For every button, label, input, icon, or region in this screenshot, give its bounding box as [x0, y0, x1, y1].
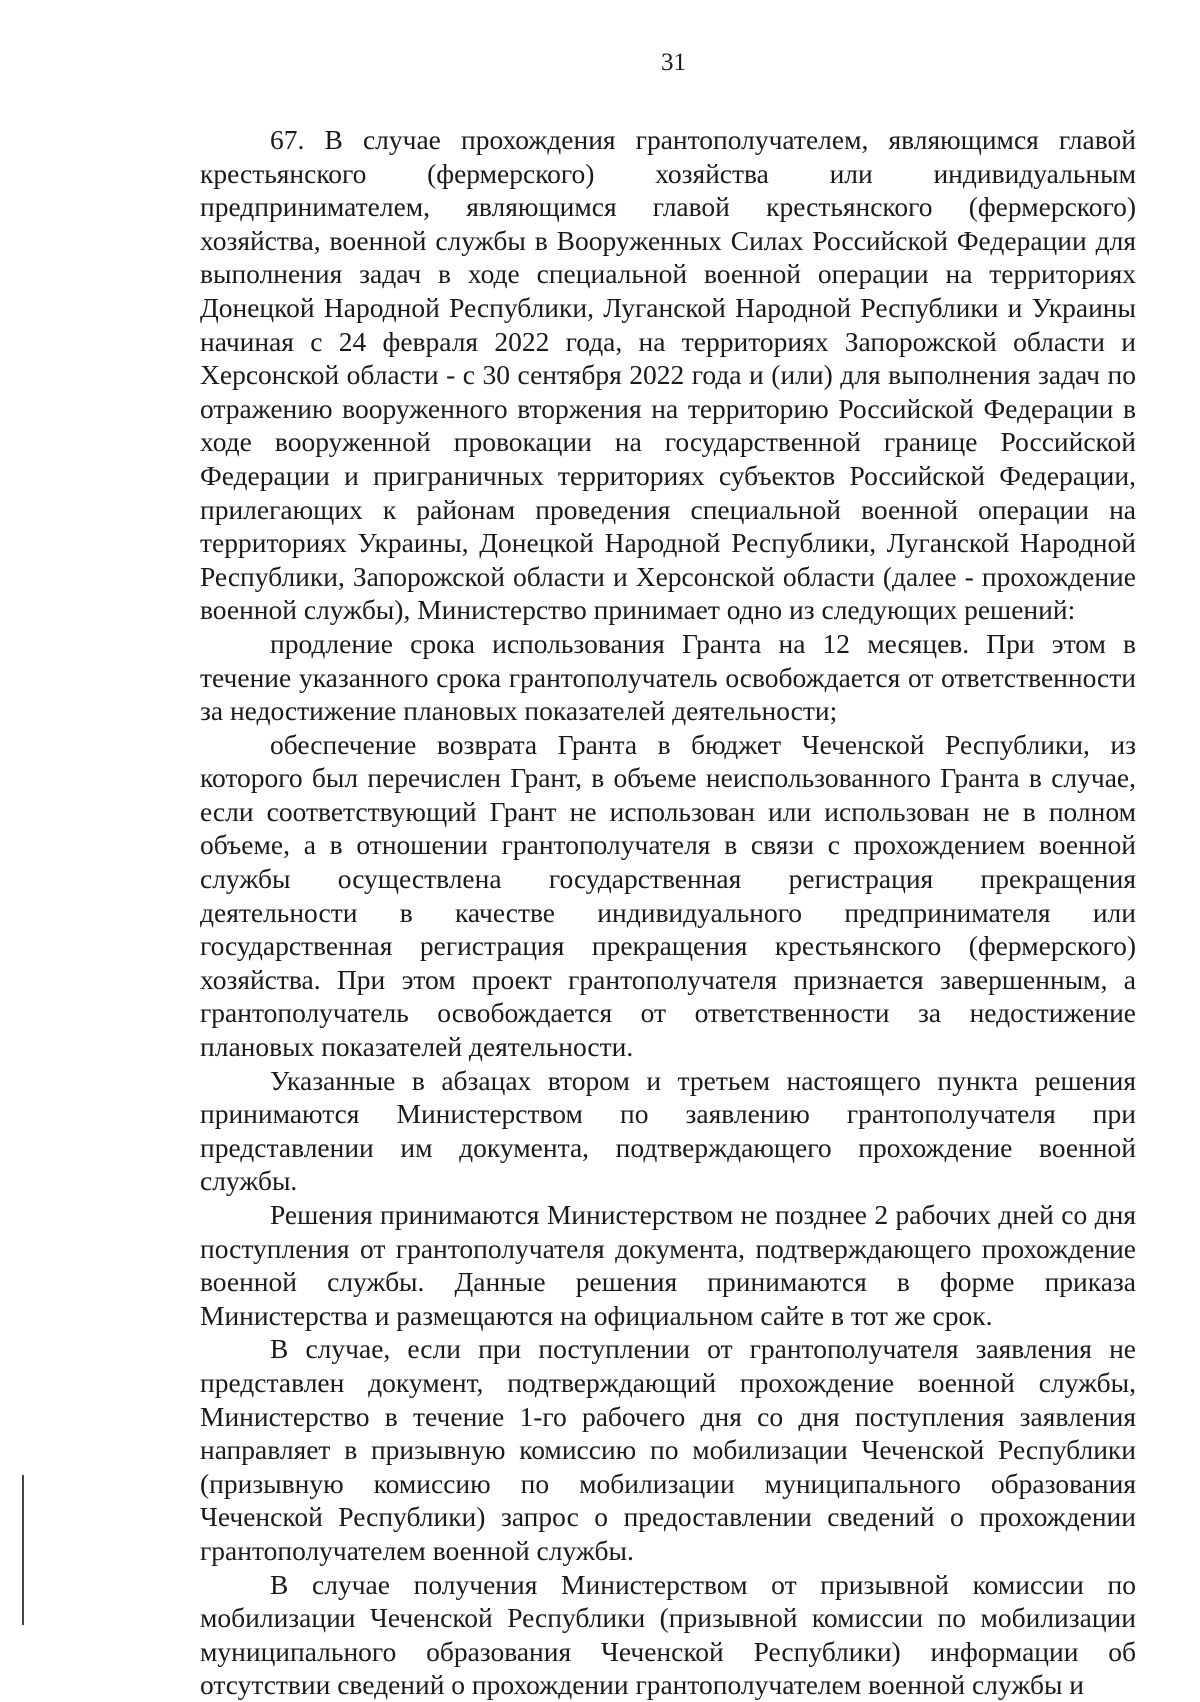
paragraph-67: 67. В случае прохождения грантополучателем, являющимся главой крестьянского (фермерского) хозяйства или индивидуальным предпринимателем, являющимся главой крестьянского (фермерского) хозяйства, военной службы в Вооруженных Силах Российской Федерации для выполнения задач в ходе специальной военной операции на территориях Донецкой Народной Республики, Луганской Народной Республики и Украины начиная с 24 февраля 2022 года, на территориях Запорожской области и Херсонской области - с 30 сентября 2022 года и (или) для выполнения задач по отражению вооруженного вторжения на территорию Российской Федерации в ходе вооруженной провокации на государственной границе Российской Федерации и приграничных территориях субъектов Российской Федерации, прилегающих к районам проведения специальной военной операции на территориях Украины, Донецкой Народной Республики, Луганской Народной Республики, Запорожской области и Херсонской области (далее - прохождение военной службы), Министерство принимает одно из следующих решений: — [200, 124, 1136, 626]
paragraph-decision-deadline: Решения принимаются Министерством не позднее 2 рабочих дней со дня поступления от грантополучателя документа, подтверждающего прохождение военной службы. Данные решения принимаются в форме приказа Министерства и размещаются на официальном сайте в тот же срок. — [200, 1199, 1136, 1331]
scan-binding-line — [22, 1475, 24, 1625]
paragraph-grant-extension: продление срока использования Гранта на 12 месяцев. При этом в течение указанного срока грантополучатель освобождается от ответственности за недостижение плановых показателей деятельности; — [200, 627, 1136, 727]
page-number: 31 — [661, 49, 686, 76]
document-body — [200, 123, 1136, 1702]
paragraph-commission-response: В случае получения Министерством от призывной комиссии по мобилизации Чеченской Республики (призывной комиссии по мобилизации муниципального образования Чеченской Республики) информации об отсутствии сведений о прохождении грантополучателем военной службы и — [200, 1568, 1136, 1701]
paragraph-grant-return: обеспечение возврата Гранта в бюджет Чеченской Республики, из которого был перечислен Грант, в объеме неиспользованного Гранта в случае, если соответствующий Грант не использован или использован не в полном объеме, а в отношении грантополучателя в связи с прохождением военной службы осуществлена государственная регистрация прекращения деятельности в качестве индивидуального предпринимателя или государственная регистрация прекращения крестьянского (фермерского) хозяйства. При этом проект грантополучателя признается завершенным, а грантополучатель освобождается от ответственности за недостижение плановых показателей деятельности. — [200, 728, 1136, 1063]
paragraph-request-commission: В случае, если при поступлении от грантополучателя заявления не представлен документ, подтверждающий прохождение военной службы, Министерство в течение 1-го рабочего дня со дня поступления заявления направляет в призывную комиссию по мобилизации Чеченской Республики (призывную комиссию по мобилизации муниципального образования Чеченской Республики) запрос о предоставлении сведений о прохождении грантополучателем военной службы. — [200, 1333, 1136, 1566]
paragraph-decision-basis: Указанные в абзацах втором и третьем настоящего пункта решения принимаются Министерством по заявлению грантополучателя при представлении им документа, подтверждающего прохождение военной службы. — [200, 1064, 1136, 1197]
